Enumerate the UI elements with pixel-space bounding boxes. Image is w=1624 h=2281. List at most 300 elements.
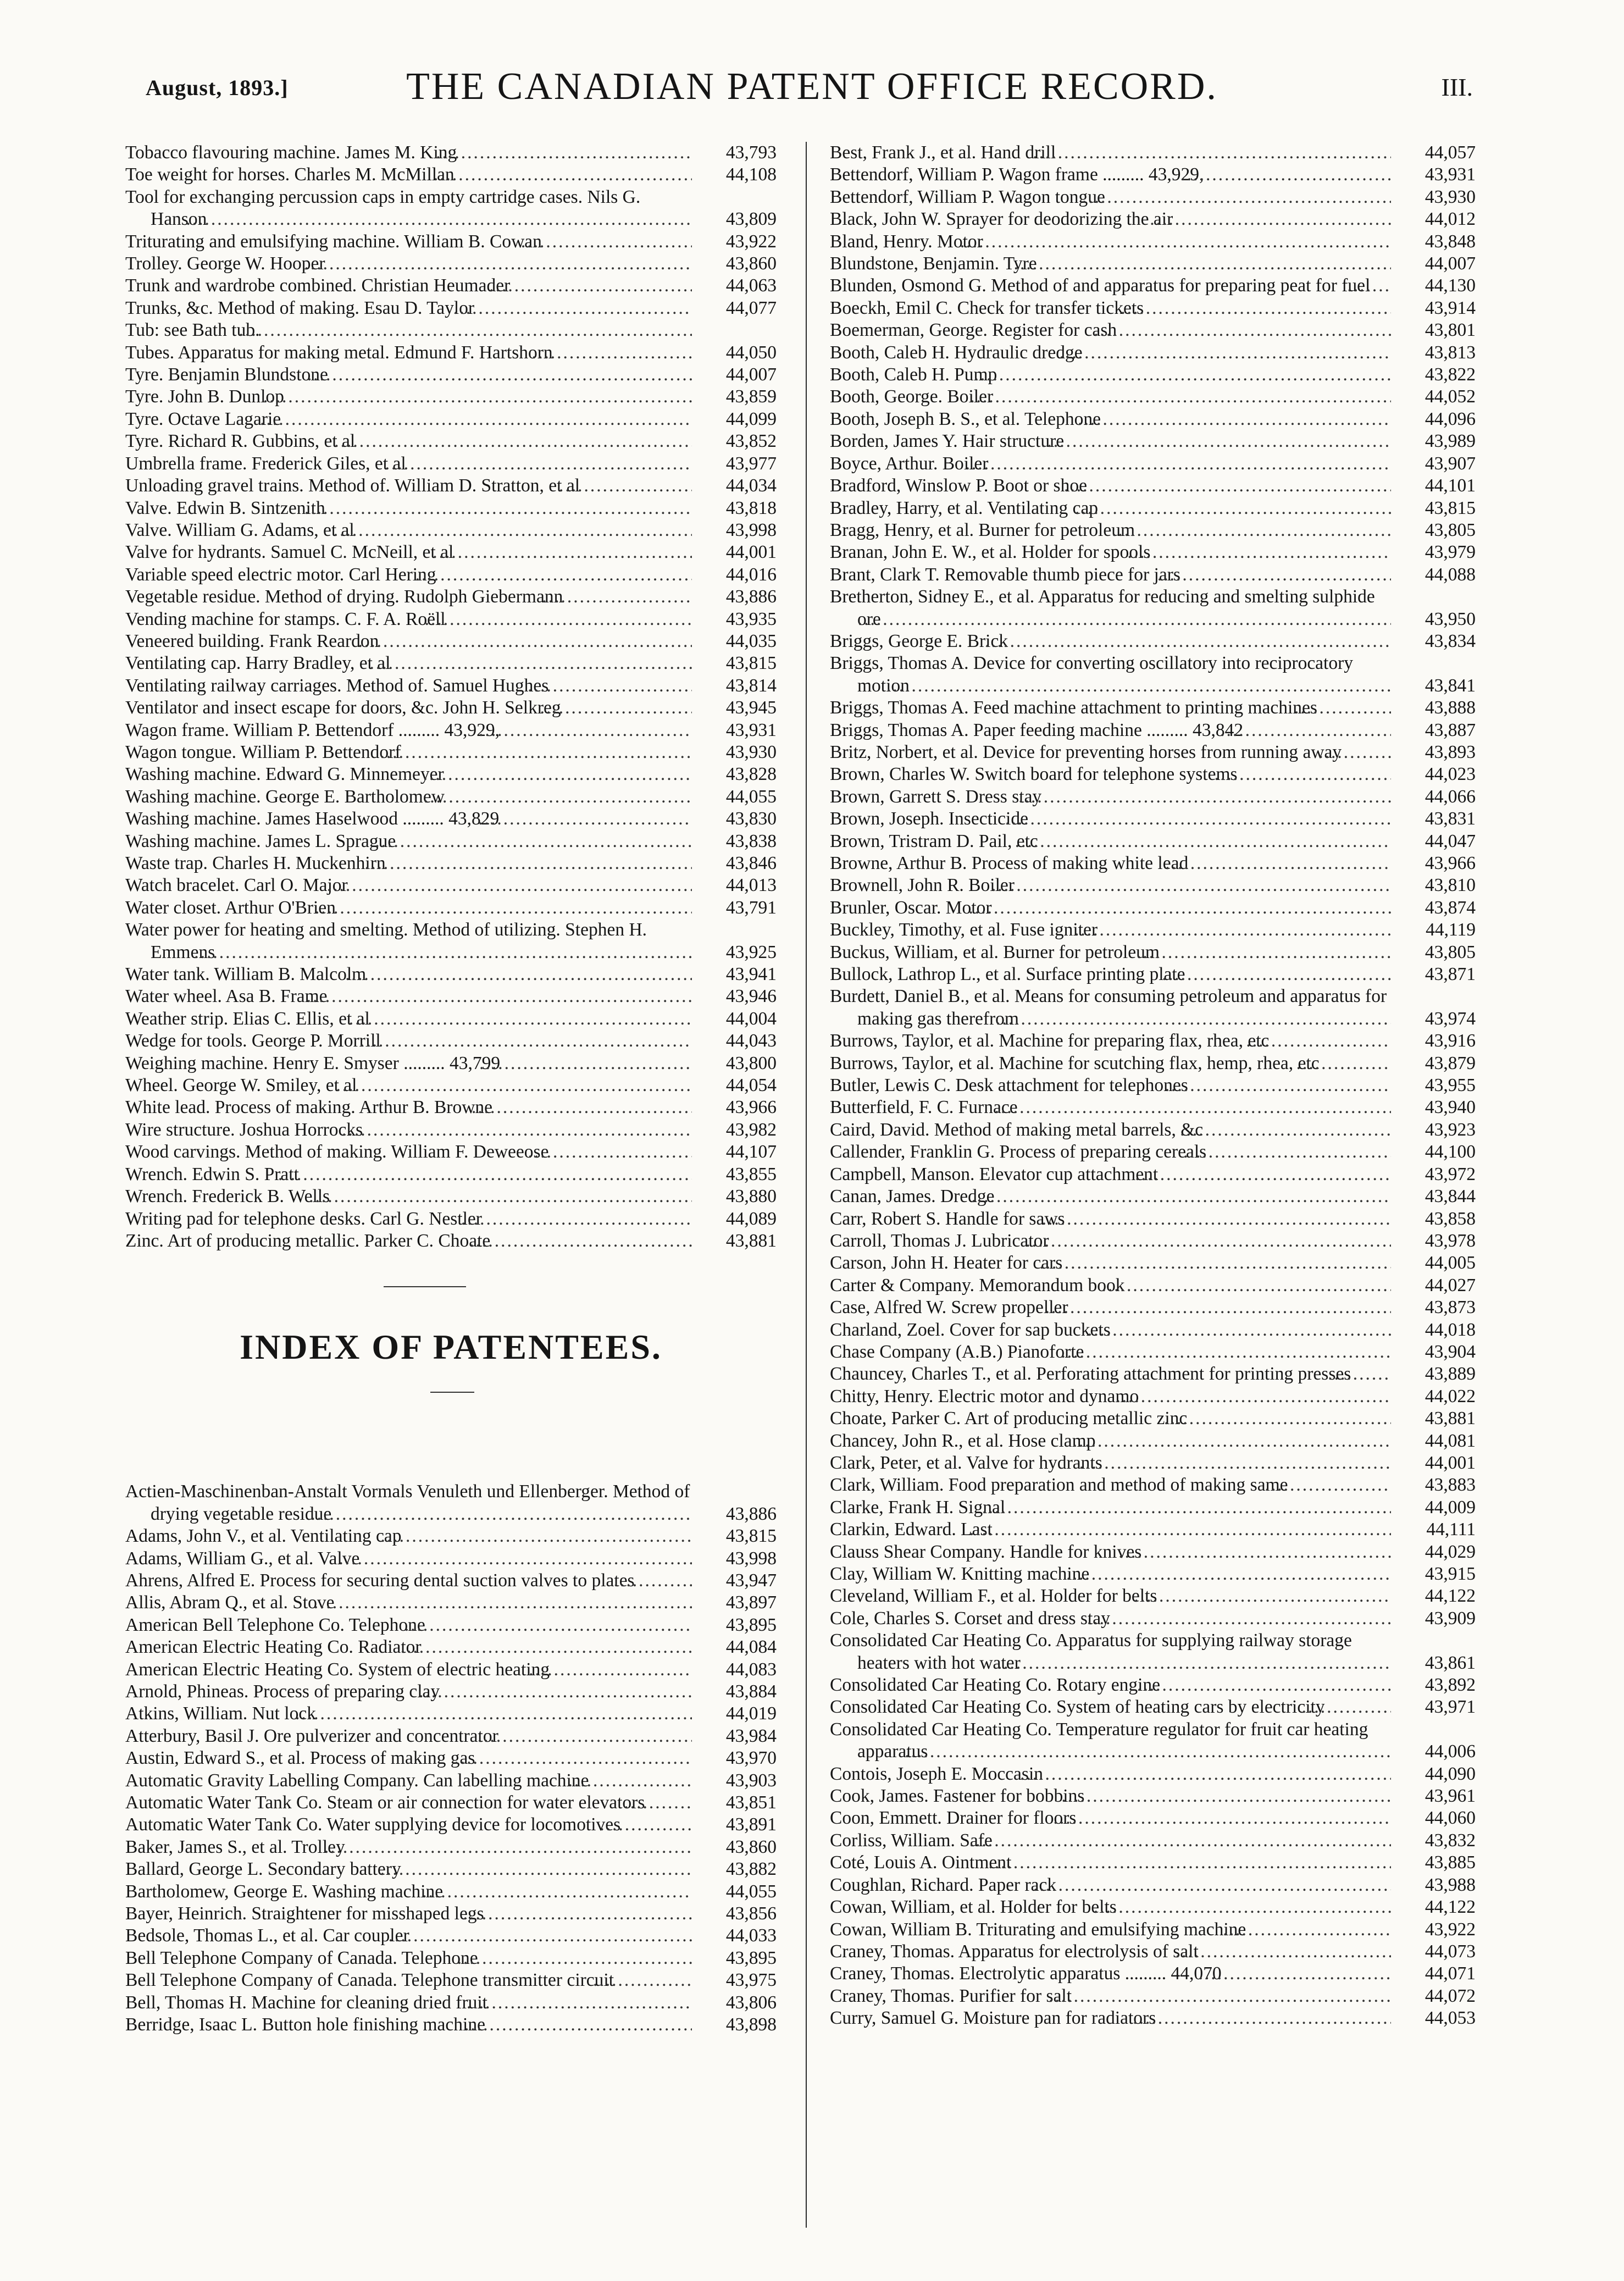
index-entry (830, 874, 1476, 896)
patent-number: 43,977 (725, 453, 777, 474)
patent-number: 43,848 (1425, 231, 1476, 252)
index-entry (830, 475, 1476, 497)
entry-text: Cleveland, William F., et al. Holder for belts ..... (830, 1585, 1391, 1607)
index-entry (830, 1097, 1476, 1119)
index-entry (125, 719, 777, 741)
entry-text: Tobacco flavouring machine. James M. King ..... (125, 142, 692, 164)
patent-number: 43,856 (725, 1903, 777, 1924)
index-entry (125, 786, 777, 808)
index-entry (830, 364, 1476, 386)
patent-number: 43,881 (1425, 1408, 1476, 1429)
entry-text: Clauss Shear Company. Handle for knives ..... (830, 1541, 1391, 1563)
patent-number: 43,970 (725, 1748, 777, 1769)
entry-text: Vending machine for stamps. C. F. A. Roëll ..... (125, 608, 692, 630)
entry-text: Cook, James. Fastener for bobbins ..... (830, 1785, 1391, 1807)
entry-text: Brown, Tristram D. Pail, etc ..... (830, 831, 1391, 852)
entry-text: Wire structure. Joshua Horrocks ..... (125, 1119, 692, 1141)
index-entry (125, 608, 777, 630)
index-entry (830, 1408, 1476, 1430)
entry-text: Wedge for tools. George P. Morrill ..... (125, 1030, 692, 1052)
entry-text: Branan, John E. W., et al. Holder for spools ..... (830, 541, 1391, 563)
patent-number: 44,007 (1425, 253, 1476, 274)
patent-number: 43,889 (1425, 1364, 1476, 1385)
patent-number: 43,971 (1425, 1697, 1476, 1718)
patent-number: 43,884 (725, 1681, 777, 1702)
patent-number: 43,931 (1425, 164, 1476, 185)
index-entry (125, 1703, 777, 1725)
entry-text: Waste trap. Charles H. Muckenhirn ..... (125, 852, 692, 874)
entry-text: Black, John W. Sprayer for deodorizing the air ..... (830, 208, 1391, 230)
entry-text: Consolidated Car Heating Co. Rotary engine ..... (830, 1674, 1391, 1696)
index-entry (125, 1814, 777, 1836)
index-entry (830, 808, 1476, 830)
entry-text: Case, Alfred W. Screw propeller ..... (830, 1297, 1391, 1319)
patent-number: 44,063 (725, 275, 777, 296)
index-entry (125, 1008, 777, 1030)
entry-text: Brown, Garrett S. Dress stay ..... (830, 786, 1391, 808)
index-entry (830, 1519, 1476, 1541)
patent-number: 43,895 (725, 1947, 777, 1968)
patent-number: 44,081 (1425, 1430, 1476, 1451)
index-entry (830, 1963, 1476, 1985)
entry-text: Consolidated Car Heating Co. Temperature regulator for fruit car heating apparatus ..... (830, 1719, 1391, 1763)
index-entry (830, 1785, 1476, 1807)
index-entry (125, 453, 777, 475)
entry-text: Burrows, Taylor, et al. Machine for preparing flax, rhea, etc ..... (830, 1030, 1391, 1052)
entry-text: Bell Telephone Company of Canada. Telephone transmitter circuit ..... (125, 1969, 692, 1991)
index-entry (830, 831, 1476, 852)
entry-text: Cole, Charles S. Corset and dress stay ..... (830, 1608, 1391, 1630)
entry-text: Boemerman, George. Register for cash ..... (830, 319, 1391, 341)
entry-text: Bell Telephone Company of Canada. Telephone ..... (125, 1947, 692, 1969)
index-entry (830, 1297, 1476, 1319)
entry-text: American Bell Telephone Co. Telephone ..... (125, 1614, 692, 1636)
entry-text: Buckley, Timothy, et al. Fuse igniter ..... (830, 919, 1391, 941)
page-number: III. (1441, 73, 1473, 101)
patent-number: 44,122 (1425, 1897, 1476, 1918)
patent-number: 43,810 (1425, 875, 1476, 896)
patent-number: 44,012 (1425, 209, 1476, 230)
entry-text: Unloading gravel trains. Method of. William D. Stratton, et al ..... (125, 475, 692, 497)
entry-text: Cowan, William, et al. Holder for belts ..... (830, 1896, 1391, 1918)
patent-number: 43,925 (725, 942, 777, 962)
index-entry (830, 1341, 1476, 1363)
index-entry (125, 1614, 777, 1636)
patent-number: 43,945 (725, 697, 777, 718)
patent-number: 43,791 (725, 897, 777, 918)
index-entry (125, 231, 777, 253)
patent-number: 43,909 (1425, 1608, 1476, 1629)
patent-number: 43,886 (725, 1503, 777, 1524)
index-entry (125, 1881, 777, 1903)
patent-number: 43,874 (1425, 897, 1476, 918)
entry-text: Clay, William W. Knitting machine ..... (830, 1563, 1391, 1585)
patent-number: 43,998 (725, 1548, 777, 1569)
patent-number: 43,851 (725, 1792, 777, 1813)
patent-number: 44,052 (1425, 386, 1476, 407)
entry-text: Tool for exchanging percussion caps in empty cartridge cases. Nils G. Hanson ..... (125, 186, 692, 231)
patent-number: 43,895 (725, 1614, 777, 1635)
patent-number: 43,989 (1425, 431, 1476, 452)
patent-number: 44,066 (1425, 786, 1476, 807)
index-entry (830, 1275, 1476, 1297)
entry-text: Clarke, Frank H. Signal ..... (830, 1497, 1391, 1519)
entry-text: Briggs, Thomas A. Feed machine attachment to printing machines ..... (830, 697, 1391, 719)
index-entry (125, 1636, 777, 1658)
patent-number: 44,053 (1425, 2008, 1476, 2029)
patentees-index-right (830, 142, 1476, 2030)
patent-number: 43,880 (725, 1186, 777, 1207)
index-entry (125, 186, 777, 231)
index-entry (830, 142, 1476, 164)
index-entry (830, 564, 1476, 586)
entry-text: Curry, Samuel G. Moisture pan for radiators ..... (830, 2007, 1391, 2029)
patent-number: 44,043 (725, 1031, 777, 1051)
index-entry (125, 1053, 777, 1075)
patent-number: 43,814 (725, 675, 777, 696)
index-entry (830, 942, 1476, 964)
section-rule-short (430, 1392, 474, 1393)
patent-number: 43,831 (1425, 809, 1476, 829)
entry-text: Brown, Charles W. Switch board for telephone systems ..... (830, 763, 1391, 785)
subject-index-continued (125, 142, 777, 1252)
entry-text: Tyre. Richard R. Gubbins, et al ..... (125, 430, 692, 452)
patent-number: 43,982 (725, 1119, 777, 1140)
patent-number: 43,806 (725, 1992, 777, 2013)
index-entry (830, 453, 1476, 475)
entry-text: Carson, John H. Heater for cars ..... (830, 1252, 1391, 1274)
index-entry (830, 1252, 1476, 1274)
section-heading: INDEX OF PATENTEES. (240, 1327, 662, 1367)
entry-text: Chitty, Henry. Electric motor and dynamo ..... (830, 1386, 1391, 1408)
patent-number: 43,860 (725, 253, 777, 274)
index-entry (125, 1659, 777, 1681)
entry-text: Washing machine. Edward G. Minnemeyer ..... (125, 763, 692, 785)
patent-number: 43,809 (725, 209, 777, 230)
patent-number: 44,101 (1425, 475, 1476, 496)
entry-text: Booth, Caleb H. Pump ..... (830, 364, 1391, 386)
entry-text: Valve for hydrants. Samuel C. McNeill, et al ..... (125, 541, 692, 563)
entry-text: Coon, Emmett. Drainer for floors ..... (830, 1807, 1391, 1829)
patent-number: 43,818 (725, 497, 777, 518)
index-entry (830, 852, 1476, 874)
index-entry (125, 1141, 777, 1163)
index-entry (125, 342, 777, 364)
index-entry (125, 1481, 777, 1525)
index-entry (125, 986, 777, 1007)
patent-number: 43,844 (1425, 1186, 1476, 1207)
index-entry (830, 586, 1476, 630)
index-entry (830, 1563, 1476, 1585)
patent-number: 44,035 (725, 630, 777, 651)
patent-number: 44,130 (1425, 275, 1476, 296)
patent-number: 43,903 (725, 1770, 777, 1791)
entry-text: Bland, Henry. Motor ..... (830, 231, 1391, 253)
index-entry (830, 986, 1476, 1030)
entry-text: American Electric Heating Co. System of electric heating ..... (125, 1659, 692, 1681)
index-entry (125, 1030, 777, 1052)
patent-number: 43,885 (1425, 1852, 1476, 1873)
patent-number: 43,972 (1425, 1164, 1476, 1184)
patent-number: 44,060 (1425, 1808, 1476, 1829)
index-entry (125, 164, 777, 186)
entry-text: Burrows, Taylor, et al. Machine for scutching flax, hemp, rhea, etc ..... (830, 1053, 1391, 1075)
patent-number: 43,930 (725, 741, 777, 762)
patent-number: 43,813 (1425, 342, 1476, 363)
entry-text: Brown, Joseph. Insecticide ..... (830, 808, 1391, 830)
patent-number: 43,838 (725, 831, 777, 851)
patent-number: 44,047 (1425, 831, 1476, 851)
entry-text: Choate, Parker C. Art of producing metallic zinc ..... (830, 1408, 1391, 1430)
patent-number: 43,923 (1425, 1119, 1476, 1140)
entry-text: Bartholomew, George E. Washing machine ..... (125, 1881, 692, 1903)
patent-number: 43,897 (725, 1592, 777, 1613)
entry-text: Ventilating cap. Harry Bradley, et al ..... (125, 652, 692, 674)
entry-text: Tubes. Apparatus for making metal. Edmund F. Hartshorn ..... (125, 342, 692, 364)
patent-number: 43,916 (1425, 1031, 1476, 1051)
index-entry (125, 519, 777, 541)
index-entry (830, 1696, 1476, 1718)
entry-text: Tyre. Octave Lagarie ..... (125, 408, 692, 430)
index-entry (830, 342, 1476, 364)
index-entry (125, 1208, 777, 1230)
entry-text: Briggs, Thomas A. Paper feeding machine ......... 43,842 ..... (830, 719, 1391, 741)
index-entry (830, 297, 1476, 319)
patent-number: 44,007 (725, 364, 777, 385)
index-entry (830, 1585, 1476, 1607)
patent-number: 44,077 (725, 297, 777, 318)
entry-text: Bretherton, Sidney E., et al. Apparatus for reducing and smelting sulphide ore ..... (830, 586, 1391, 630)
patent-number: 44,009 (1425, 1497, 1476, 1518)
patent-number: 43,805 (1425, 942, 1476, 962)
patent-number: 43,815 (725, 653, 777, 674)
index-entry (125, 919, 777, 964)
entry-text: Trolley. George W. Hooper ..... (125, 253, 692, 275)
patent-number: 44,073 (1425, 1941, 1476, 1962)
entry-text: Boyce, Arthur. Boiler ..... (830, 453, 1391, 475)
right-column (830, 142, 1476, 2030)
index-entry (125, 1525, 777, 1547)
entry-text: Carter & Company. Memorandum book ..... (830, 1275, 1391, 1297)
index-entry (125, 652, 777, 674)
entry-text: White lead. Process of making. Arthur B. Browne ..... (125, 1097, 692, 1119)
index-entry (125, 675, 777, 697)
patent-number: 43,966 (1425, 853, 1476, 873)
entry-text: Booth, Caleb H. Hydraulic dredge ..... (830, 342, 1391, 364)
index-entry (830, 1830, 1476, 1852)
index-entry (830, 1474, 1476, 1496)
entry-text: Baker, James S., et al. Trolley ..... (125, 1836, 692, 1858)
index-entry (125, 897, 777, 919)
patent-number: 43,947 (725, 1570, 777, 1591)
index-entry (830, 786, 1476, 808)
entry-text: Boeckh, Emil C. Check for transfer tickets ..... (830, 297, 1391, 319)
index-entry (125, 808, 777, 830)
patentees-index-left (125, 1481, 777, 2036)
index-entry (125, 1747, 777, 1769)
patent-number: 43,966 (725, 1097, 777, 1118)
index-entry (125, 364, 777, 386)
index-entry (830, 1896, 1476, 1918)
entry-text: Veneered building. Frank Reardon ..... (125, 630, 692, 652)
patent-number: 43,930 (1425, 186, 1476, 207)
entry-text: Variable speed electric motor. Carl Hering ..... (125, 564, 692, 586)
entry-text: Britz, Norbert, et al. Device for preventing horses from running away ..... (830, 741, 1391, 763)
entry-text: Berridge, Isaac L. Button hole finishing machine ..... (125, 2014, 692, 2036)
index-entry (125, 586, 777, 608)
entry-text: Brownell, John R. Boiler ..... (830, 874, 1391, 896)
entry-text: Wagon tongue. William P. Bettendorf ..... (125, 741, 692, 763)
entry-text: Umbrella frame. Frederick Giles, et al ..... (125, 453, 692, 475)
index-entry (830, 1674, 1476, 1696)
index-entry (125, 1770, 777, 1792)
patent-number: 43,950 (1425, 608, 1476, 629)
patent-number: 43,879 (1425, 1053, 1476, 1073)
index-entry (125, 1969, 777, 1991)
index-entry (125, 2014, 777, 2036)
entry-text: Ahrens, Alfred E. Process for securing dental suction valves to plates ..... (125, 1570, 692, 1592)
patent-number: 43,888 (1425, 697, 1476, 718)
index-entry (830, 1075, 1476, 1097)
patent-number: 43,861 (1425, 1652, 1476, 1673)
index-entry (125, 253, 777, 275)
index-entry (830, 1807, 1476, 1829)
patent-number: 43,830 (725, 809, 777, 829)
entry-text: Buckus, William, et al. Burner for petroleum ..... (830, 942, 1391, 964)
index-entry (125, 475, 777, 497)
patent-number: 44,072 (1425, 1985, 1476, 2006)
entry-text: Adams, William G., et al. Valve ..... (125, 1548, 692, 1570)
patent-number: 44,001 (1425, 1452, 1476, 1473)
entry-text: American Electric Heating Co. Radiator ..... (125, 1636, 692, 1658)
entry-text: Booth, George. Boiler ..... (830, 386, 1391, 408)
column-divider (806, 142, 807, 2228)
index-entry (125, 1230, 777, 1252)
entry-text: Washing machine. James L. Sprague ..... (125, 831, 692, 852)
entry-text: Bullock, Lathrop L., et al. Surface printing plate ..... (830, 964, 1391, 986)
entry-text: Consolidated Car Heating Co. System of heating cars by electricity ..... (830, 1696, 1391, 1718)
patent-number: 44,099 (725, 408, 777, 429)
patent-number: 43,828 (725, 764, 777, 785)
index-entry (830, 1452, 1476, 1474)
index-entry (125, 1925, 777, 1947)
index-entry (830, 1497, 1476, 1519)
index-entry (125, 319, 777, 341)
index-entry (830, 1919, 1476, 1941)
index-entry (125, 386, 777, 408)
entry-text: Watch bracelet. Carl O. Major ..... (125, 874, 692, 896)
patent-number: 44,108 (725, 164, 777, 185)
entry-text: Booth, Joseph B. S., et al. Telephone ..... (830, 408, 1391, 430)
entry-text: Bragg, Henry, et al. Burner for petroleum ..... (830, 519, 1391, 541)
patent-number: 43,961 (1425, 1786, 1476, 1807)
entry-text: Charland, Zoel. Cover for sap buckets ..... (830, 1319, 1391, 1341)
index-entry (125, 964, 777, 986)
patent-number: 44,083 (725, 1659, 777, 1680)
index-entry (125, 275, 777, 297)
issue-date: August, 1893.] (146, 75, 289, 100)
entry-text: Clark, William. Food preparation and method of making same ..... (830, 1474, 1391, 1496)
index-entry (830, 1030, 1476, 1052)
index-entry (125, 142, 777, 164)
entry-text: Craney, Thomas. Apparatus for electrolysis of salt ..... (830, 1941, 1391, 1963)
patent-number: 43,984 (725, 1725, 777, 1746)
entry-text: Atkins, William. Nut lock ..... (125, 1703, 692, 1725)
patent-number: 43,893 (1425, 741, 1476, 762)
patent-number: 44,001 (725, 542, 777, 563)
entry-text: Chauncey, Charles T., et al. Perforating attachment for printing presses ..... (830, 1363, 1391, 1385)
entry-text: Clark, Peter, et al. Valve for hydrants ..... (830, 1452, 1391, 1474)
index-entry (830, 919, 1476, 941)
entry-text: Contois, Joseph E. Moccasin ..... (830, 1763, 1391, 1785)
entry-text: Ballard, George L. Secondary battery ..... (125, 1858, 692, 1880)
entry-text: Craney, Thomas. Electrolytic apparatus ......... 44,070 ..... (830, 1963, 1391, 1985)
patent-number: 43,834 (1425, 630, 1476, 651)
index-entry (830, 1053, 1476, 1075)
index-entry (125, 1119, 777, 1141)
entry-text: Vegetable residue. Method of drying. Rudolph Giebermann ..... (125, 586, 692, 608)
patent-number: 44,006 (1425, 1741, 1476, 1762)
entry-text: Tyre. John B. Dunlop ..... (125, 386, 692, 408)
entry-text: Triturating and emulsifying machine. William B. Cowan ..... (125, 231, 692, 253)
entry-text: Coté, Louis A. Ointment ..... (830, 1852, 1391, 1874)
index-entry (125, 1164, 777, 1186)
index-entry (830, 1164, 1476, 1186)
index-entry (830, 1763, 1476, 1785)
patent-number: 43,801 (1425, 320, 1476, 341)
entry-text: Burdett, Daniel B., et al. Means for consuming petroleum and apparatus for making gas therefrom ..... (830, 986, 1391, 1030)
entry-text: Campbell, Manson. Elevator cup attachment ..... (830, 1164, 1391, 1186)
entry-text: Brant, Clark T. Removable thumb piece for jars ..... (830, 564, 1391, 586)
entry-text: Carroll, Thomas J. Lubricator ..... (830, 1230, 1391, 1252)
index-entry (830, 408, 1476, 430)
entry-text: Automatic Water Tank Co. Water supplying device for locomotives ..... (125, 1814, 692, 1836)
index-entry (125, 408, 777, 430)
entry-text: Coughlan, Richard. Paper rack ..... (830, 1874, 1391, 1896)
patent-number: 43,858 (1425, 1208, 1476, 1229)
index-entry (830, 186, 1476, 208)
entry-text: Water closet. Arthur O'Brien ..... (125, 897, 692, 919)
patent-number: 44,096 (1425, 408, 1476, 429)
patent-number: 43,832 (1425, 1830, 1476, 1851)
entry-text: Weighing machine. Henry E. Smyser ......... 43,799 ..... (125, 1053, 692, 1075)
patent-number: 43,904 (1425, 1341, 1476, 1362)
patent-number: 43,955 (1425, 1075, 1476, 1096)
patent-number: 43,871 (1425, 964, 1476, 985)
index-entry (125, 564, 777, 586)
index-entry (830, 1363, 1476, 1385)
index-entry (125, 630, 777, 652)
publication-title: THE CANADIAN PATENT OFFICE RECORD. (406, 65, 1218, 108)
entry-text: Toe weight for horses. Charles M. McMillan ..... (125, 164, 692, 186)
entry-text: Cowan, William B. Triturating and emulsifying machine ..... (830, 1919, 1391, 1941)
entry-text: Briggs, Thomas A. Device for converting oscillatory into reciprocatory motion ..... (830, 652, 1391, 697)
entry-text: Bradford, Winslow P. Boot or shoe ..... (830, 475, 1391, 497)
entry-text: Washing machine. George E. Bartholomew ..... (125, 786, 692, 808)
index-entry (125, 1947, 777, 1969)
patent-number: 43,793 (725, 142, 777, 163)
index-entry (830, 1630, 1476, 1674)
index-entry (830, 1186, 1476, 1208)
entry-text: Ventilator and insect escape for doors, &c. John H. Selkreg ..... (125, 697, 692, 719)
patent-number: 44,054 (725, 1075, 777, 1096)
entry-text: Wrench. Frederick B. Wells ..... (125, 1186, 692, 1208)
entry-text: Zinc. Art of producing metallic. Parker C. Choate ..... (125, 1230, 692, 1252)
index-entry (125, 1570, 777, 1592)
index-entry (830, 719, 1476, 741)
entry-text: Canan, James. Dredge ..... (830, 1186, 1391, 1208)
index-entry (125, 541, 777, 563)
